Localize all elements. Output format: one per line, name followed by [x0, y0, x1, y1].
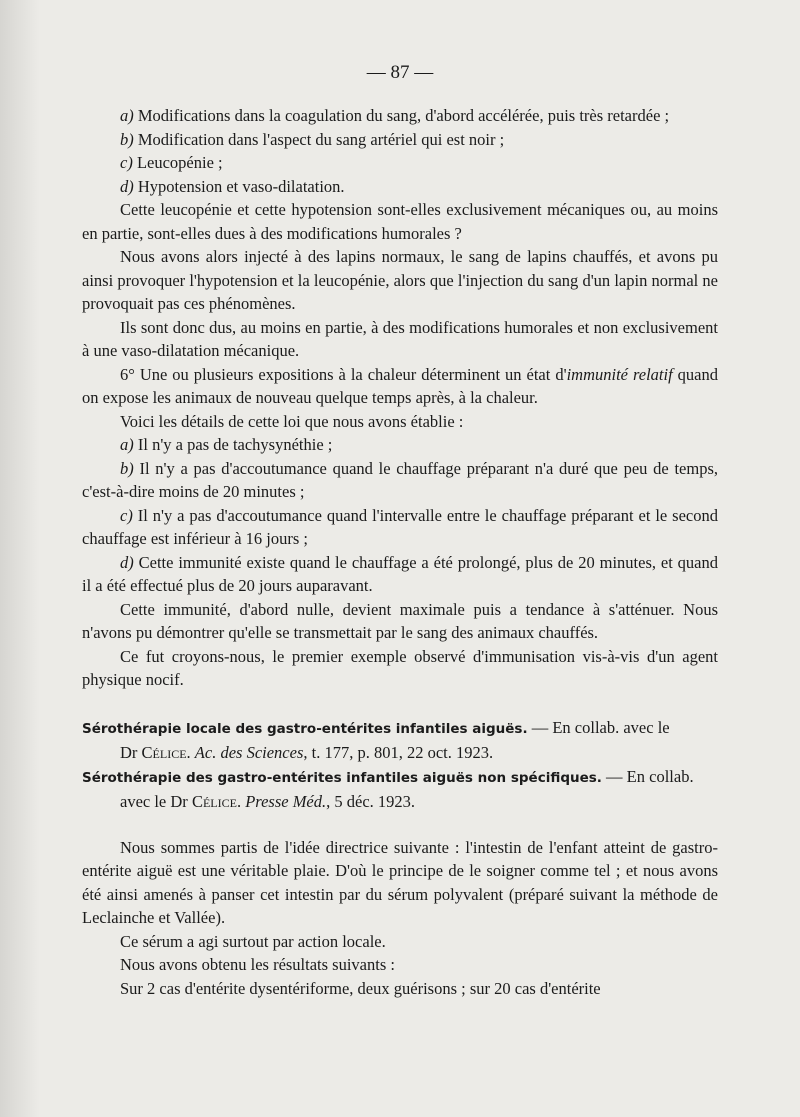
list-item-d [82, 175, 718, 199]
item-text: Il n'y a pas d'accoutumance quand l'intervalle entre le chauffage préparant et le second chauffage est inférieur à 16 jours ; [82, 505, 718, 548]
item-text: Modifications dans la coagulation du sang, d'abord accélérée, puis très retardée ; [133, 106, 670, 125]
item-text: Cette immunité existe quand le chauffage a été prolongé, plus de 20 minutes, et quand il a été effectué plus de 20 jours auparavant. [82, 552, 718, 595]
paragraph: Ce sérum a agi surtout par action locale. [120, 931, 386, 951]
reference-title: Sérothérapie des gastro-entérites infantiles aiguës non spécifiques. [82, 769, 602, 786]
list-item-c [82, 504, 718, 551]
paragraph: Voici les détails de cette loi que nous avons établie : [120, 411, 464, 431]
item-label: c) [120, 153, 133, 172]
paragraph: Nous avons alors injecté à des lapins normaux, le sang de lapins chauffés, et avons pu ainsi provoquer l'hypotension et la leucopénie, alors que l'injection du sang d'un lapin normal ne provoquait pas ces phénomènes. [82, 247, 718, 313]
text-run: avec le [120, 792, 171, 811]
item-label: b) [120, 129, 134, 149]
title-dr: Dr [120, 743, 142, 762]
reference-collab: — En collab. avec le [527, 717, 670, 737]
italic-term: immunité relatif [566, 364, 673, 384]
reference-entry-cont [82, 741, 718, 765]
reference-entry [82, 716, 718, 742]
item-label: d) [120, 176, 134, 196]
list-item-c [82, 151, 718, 175]
reference-collab: — En collab. [601, 766, 694, 786]
spacer [82, 814, 718, 836]
item-label: d) [120, 552, 134, 572]
list-item-a [82, 433, 718, 457]
journal-name: Presse Méd. [245, 792, 327, 811]
author-name: Célice [191, 792, 237, 811]
list-item-a [82, 104, 718, 128]
paragraph: Nous avons obtenu les résultats suivants : [120, 955, 395, 974]
paragraph: Cette immunité, d'abord nulle, devient maximale puis a tendance à s'atténuer. Nous n'avons pu démontrer qu'elle se transmettait par le sang des animaux chauffés. [82, 599, 718, 642]
reference-entry-cont [82, 790, 718, 814]
reference-entry [82, 765, 718, 791]
journal-name: Ac. des Sciences [194, 743, 304, 762]
author-name: Célice [141, 743, 187, 762]
item-text: Leucopénie ; [132, 153, 223, 172]
text-run: quand on expose les animaux de nouveau quelque temps après, à la chaleur. [82, 364, 718, 407]
title-dr: Dr [170, 792, 192, 811]
page-number: — 87 — [366, 62, 434, 83]
page-body [82, 104, 718, 1000]
item-text: Hypotension et vaso-dilatation. [133, 176, 345, 196]
list-item-b [82, 128, 718, 152]
reference-details: , 5 déc. 1923. [326, 792, 416, 811]
item-label: b) [120, 458, 134, 478]
paragraph: Sur 2 cas d'entérite dysentériforme, deux guérisons ; sur 20 cas d'entérite [120, 978, 601, 998]
separator: . [236, 792, 246, 811]
bibliography [82, 716, 718, 814]
item-text: Il n'y a pas d'accoutumance quand le chauffage préparant n'a duré que peu de temps, c'est-à-dire moins de 20 minutes ; [82, 458, 718, 501]
item-text: Modification dans l'aspect du sang artériel qui est noir ; [133, 129, 505, 149]
item-label: a) [120, 435, 134, 454]
separator: . [186, 743, 195, 762]
item-label: a) [120, 106, 134, 125]
page-edge-shadow [0, 0, 40, 1117]
item-label: c) [120, 505, 133, 525]
list-item-d [82, 551, 718, 598]
paragraph [82, 363, 718, 410]
paragraph: Ce fut croyons-nous, le premier exemple observé d'immunisation vis-à-vis d'un agent physique nocif. [82, 646, 718, 689]
paragraph: Ils sont donc dus, au moins en partie, à des modifications humorales et non exclusivement à une vaso-dilatation mécanique. [82, 317, 718, 360]
paragraph: Nous sommes partis de l'idée directrice suivante : l'intestin de l'enfant atteint de gastro-entérite aiguë est une véritable plaie. D'où le principe de le soigner comme tel ; et nous avons été ainsi amenés à panser cet intestin par du sérum polyvalent (préparé suivant la méthode de Leclainche et Vallée). [82, 837, 718, 927]
item-text: Il n'y a pas de tachysynéthie ; [133, 435, 333, 454]
text-run: 6° Une ou plusieurs expositions à la chaleur déterminent un état d' [120, 364, 567, 384]
list-item-b [82, 457, 718, 504]
reference-details: , t. 177, p. 801, 22 oct. 1923. [303, 743, 494, 762]
reference-title: Sérothérapie locale des gastro-entérites infantiles aiguës. [82, 720, 528, 737]
paragraph: Cette leucopénie et cette hypotension sont-elles exclusivement mécaniques ou, au moins en partie, sont-elles dues à des modifications humorales ? [82, 200, 718, 243]
